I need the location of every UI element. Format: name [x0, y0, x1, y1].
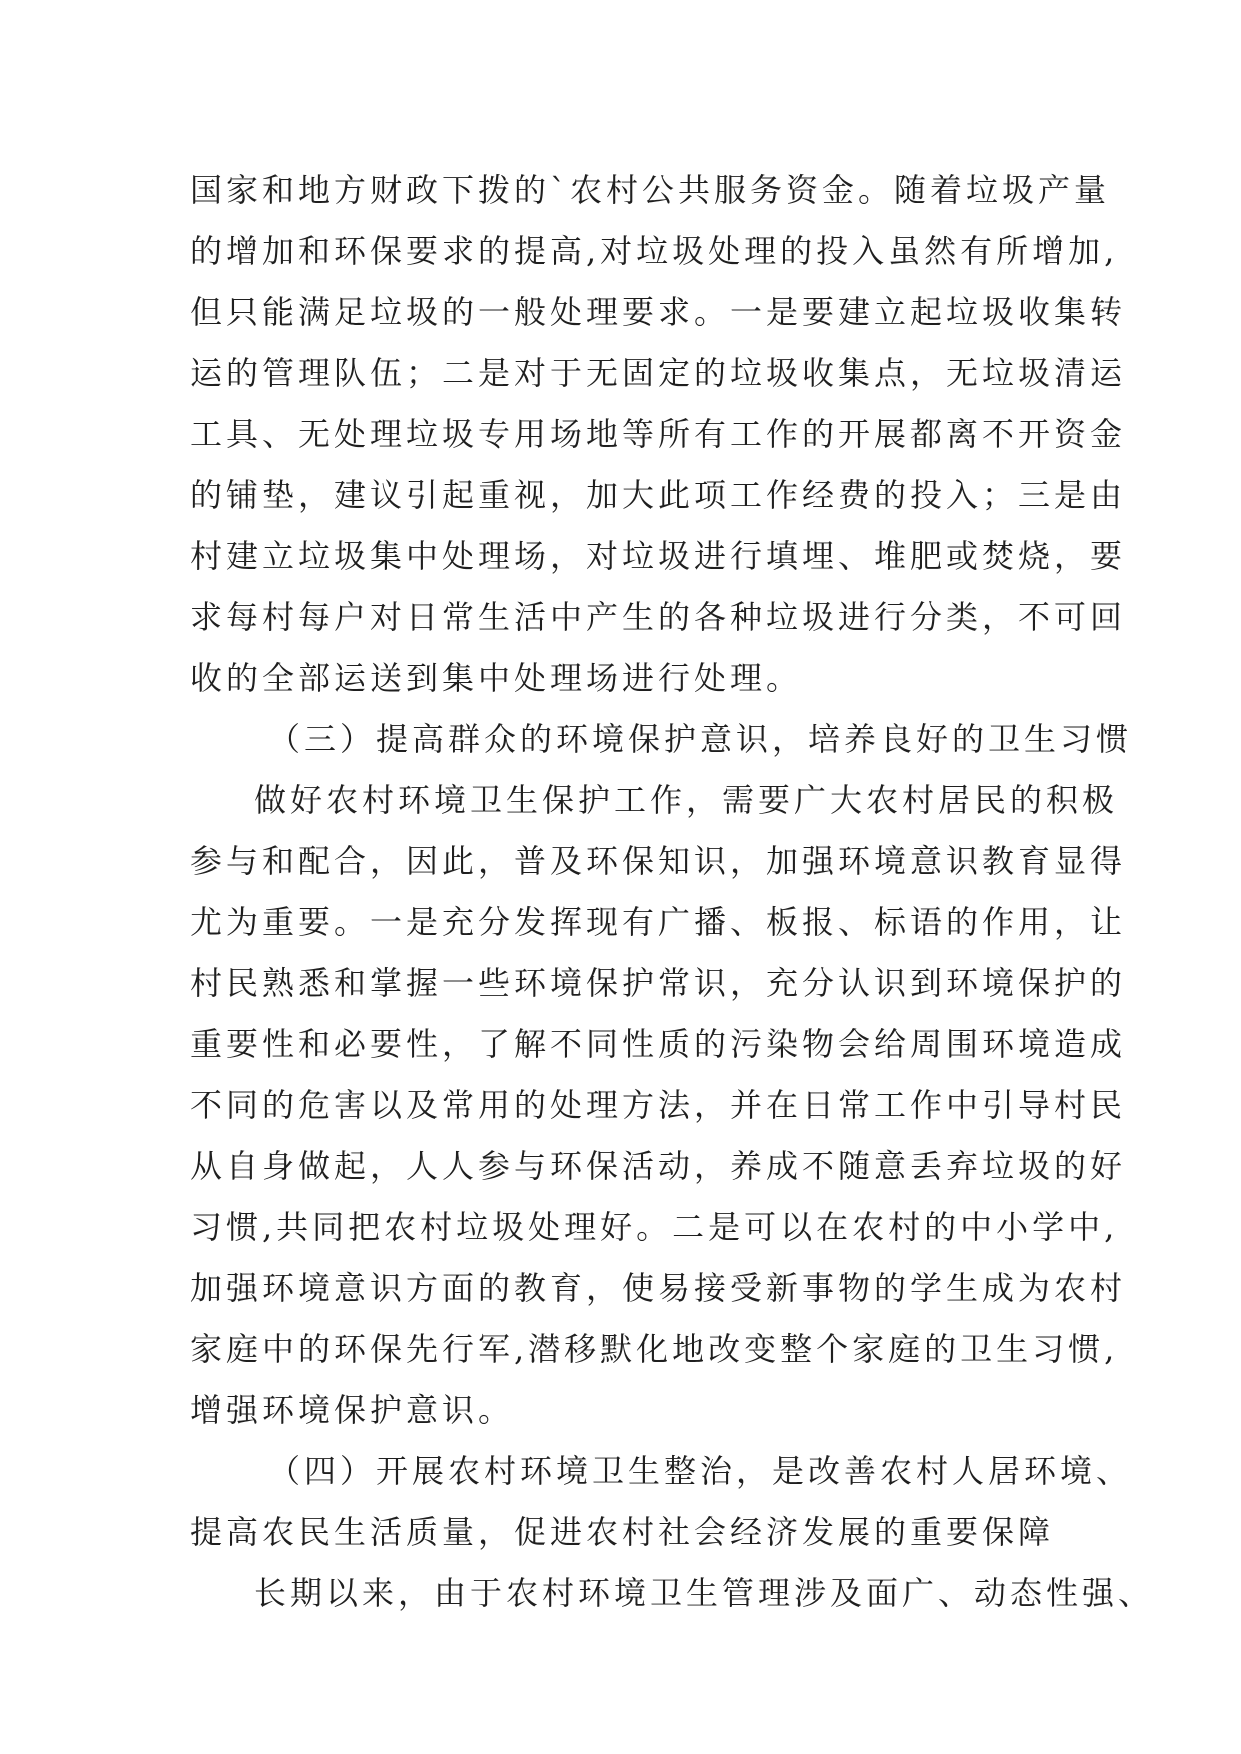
text-line: 参与和配合，因此，普及环保知识，加强环境意识教育显得	[190, 842, 1127, 880]
text-line: 长期以来，由于农村环境卫生管理涉及面广、动态性强、	[254, 1574, 1155, 1612]
text-line: 收的全部运送到集中处理场进行处理。	[190, 659, 803, 697]
body-text	[190, 160, 1155, 1624]
section-heading: （四）开展农村环境卫生整治，是改善农村人居环境、	[268, 1452, 1133, 1490]
text-line: 从自身做起，人人参与环保活动，养成不随意丢弃垃圾的好	[190, 1147, 1127, 1185]
text-line: 增强环境保护意识。	[190, 1391, 515, 1429]
section-heading-continued: 提高农民生活质量，促进农村社会经济发展的重要保障	[190, 1513, 1055, 1551]
text-line: 的铺垫，建议引起重视，加大此项工作经费的投入；三是由	[190, 476, 1127, 514]
text-line: 但只能满足垃圾的一般处理要求。一是要建立起垃圾收集转	[190, 293, 1127, 331]
text-line: 村建立垃圾集中处理场，对垃圾进行填埋、堆肥或焚烧，要	[190, 537, 1127, 575]
text-line: 家庭中的环保先行军,潜移默化地改变整个家庭的卫生习惯,	[190, 1330, 1119, 1368]
text-line: 村民熟悉和掌握一些环境保护常识，充分认识到环境保护的	[190, 964, 1127, 1002]
text-line: 的增加和环保要求的提高,对垃圾处理的投入虽然有所增加,	[190, 232, 1119, 270]
text-line: 工具、无处理垃圾专用场地等所有工作的开展都离不开资金	[190, 415, 1127, 453]
text-line: 国家和地方财政下拨的`农村公共服务资金。随着垃圾产量	[190, 171, 1111, 209]
section-heading: （三）提高群众的环境保护意识，培养良好的卫生习惯	[268, 720, 1133, 758]
text-line: 做好农村环境卫生保护工作，需要广大农村居民的积极	[254, 781, 1119, 819]
text-line: 习惯,共同把农村垃圾处理好。二是可以在农村的中小学中,	[190, 1208, 1119, 1246]
text-line: 不同的危害以及常用的处理方法，并在日常工作中引导村民	[190, 1086, 1127, 1124]
text-line: 重要性和必要性，了解不同性质的污染物会给周围环境造成	[190, 1025, 1127, 1063]
text-line: 运的管理队伍；二是对于无固定的垃圾收集点，无垃圾清运	[190, 354, 1127, 392]
text-line: 尤为重要。一是充分发挥现有广播、板报、标语的作用，让	[190, 903, 1127, 941]
text-line: 加强环境意识方面的教育，使易接受新事物的学生成为农村	[190, 1269, 1127, 1307]
text-line: 求每村每户对日常生活中产生的各种垃圾进行分类，不可回	[190, 598, 1127, 636]
